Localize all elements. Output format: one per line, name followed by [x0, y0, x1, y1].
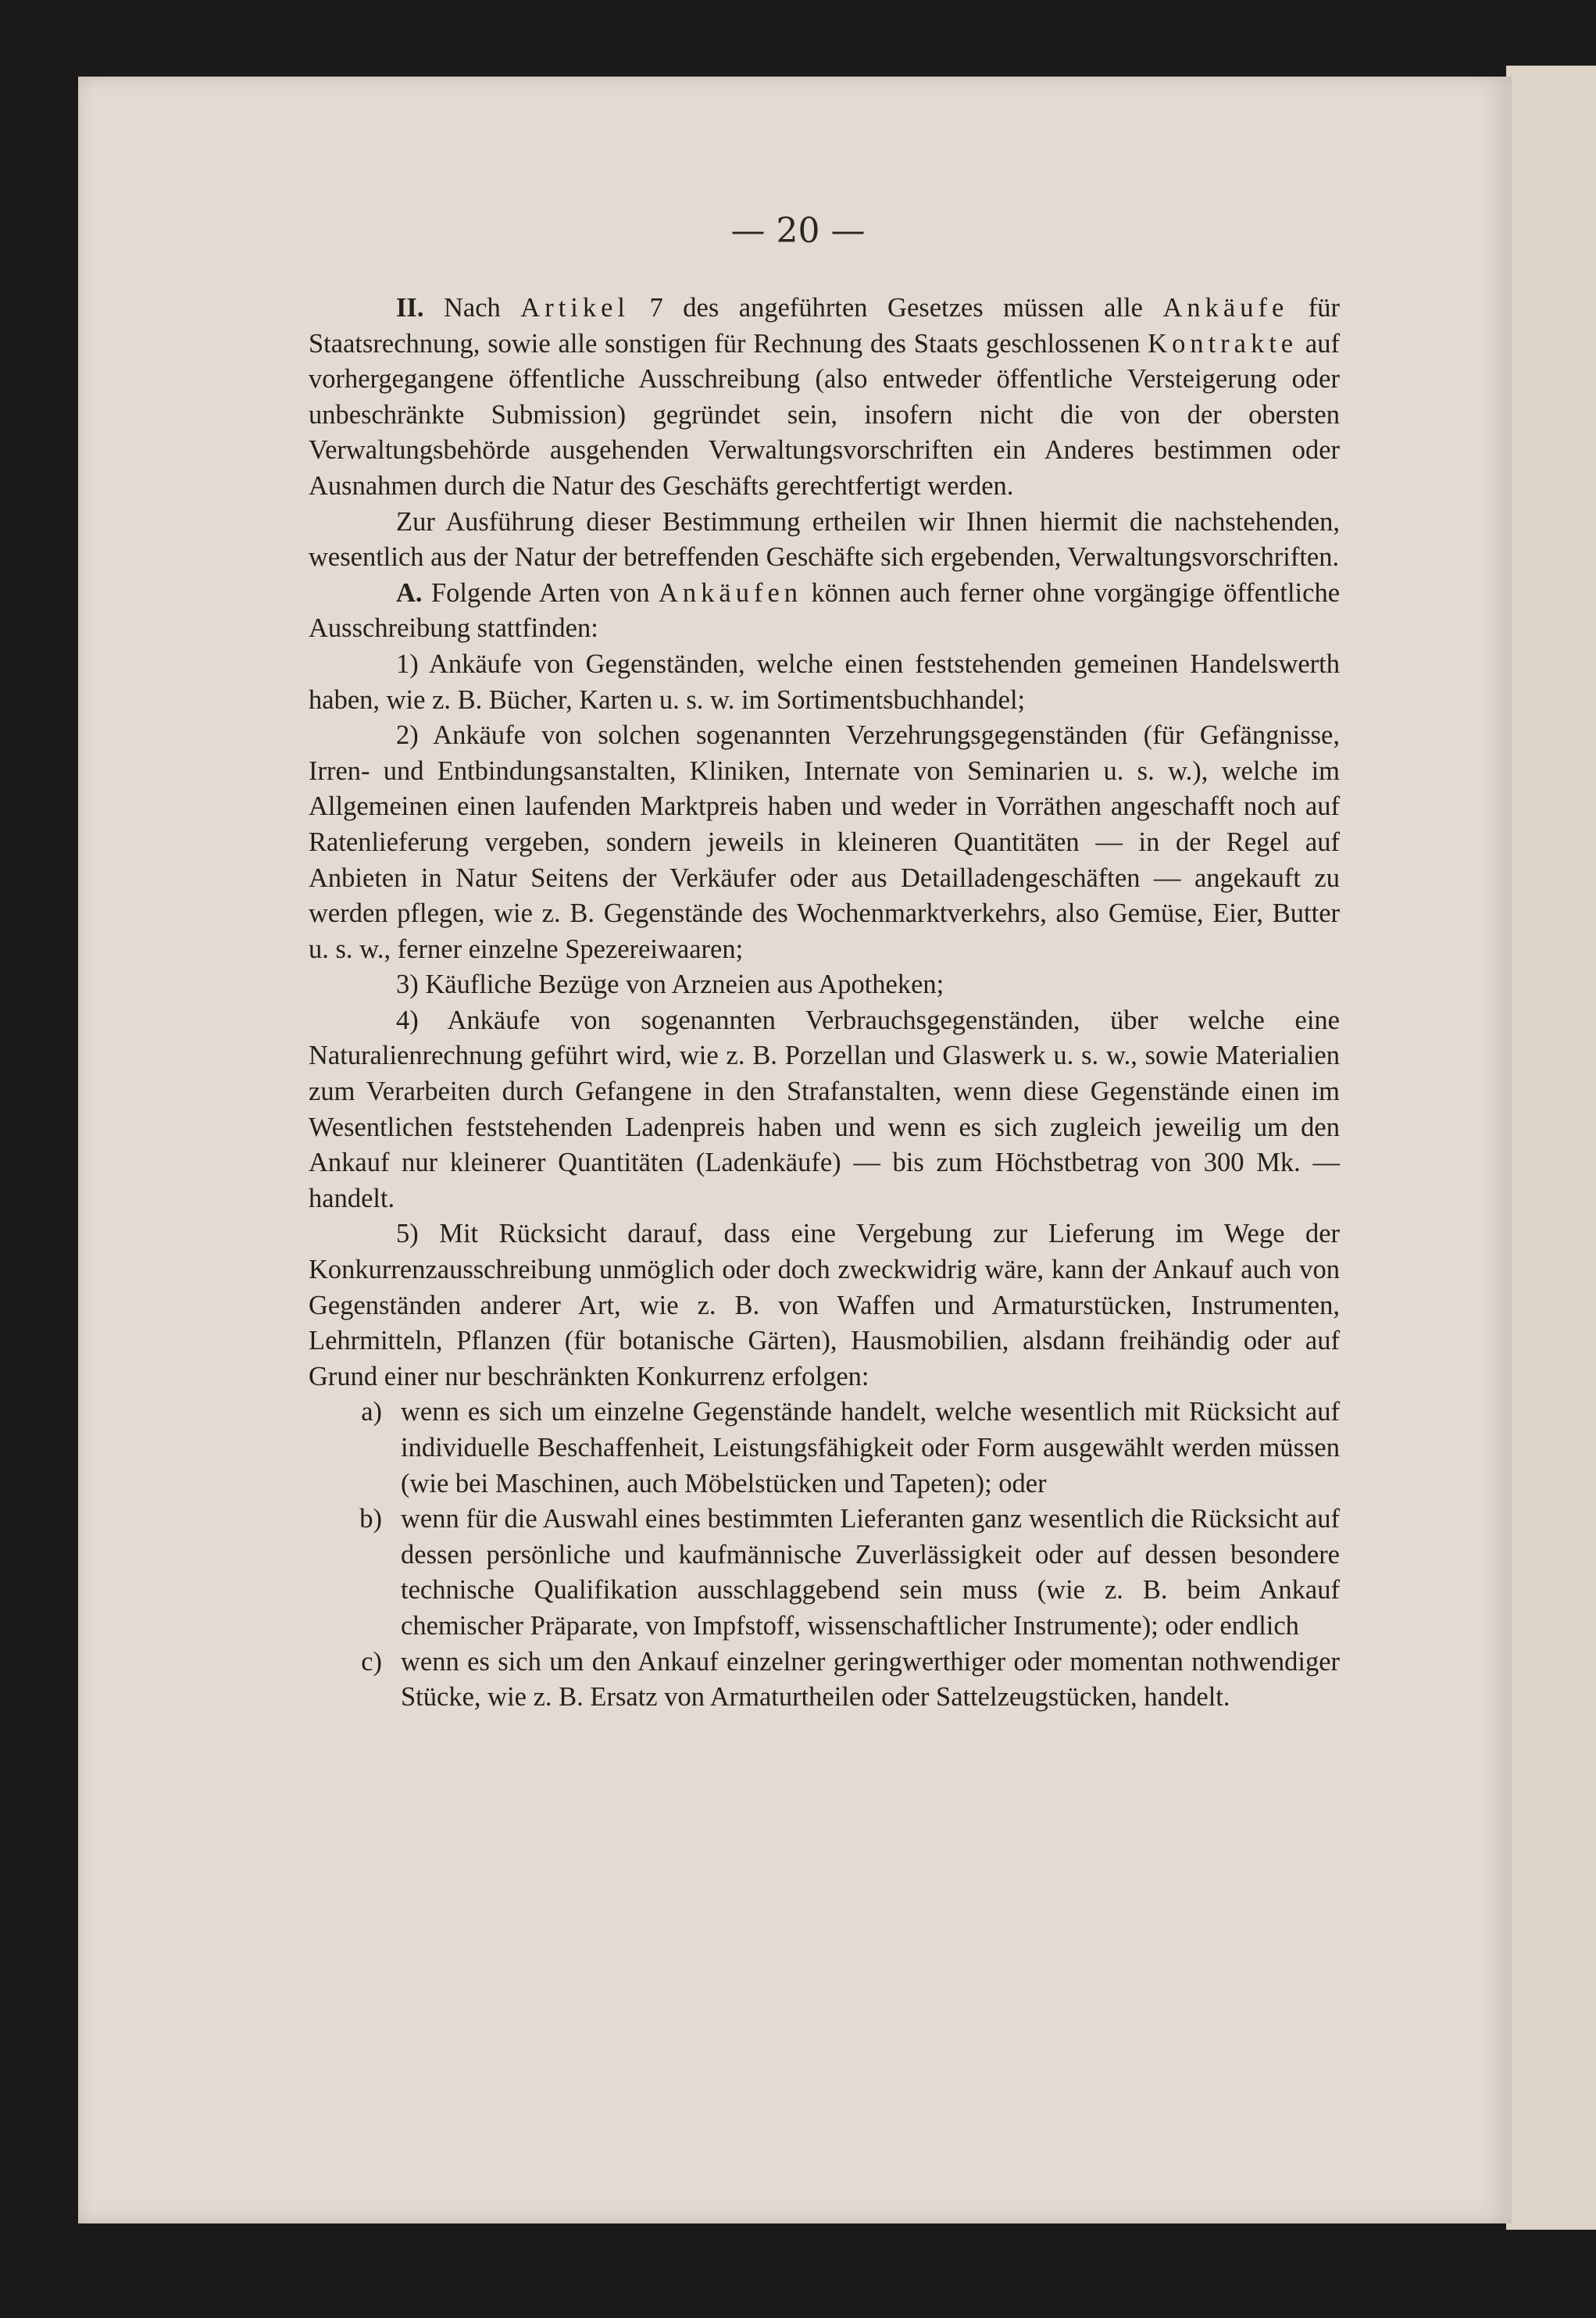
section-ii-paragraph — [309, 291, 1340, 505]
subitem-b-label: b) — [359, 1504, 382, 1534]
section-ii-text-4: auf vorhergegangene öffentliche Ausschreibung (also entweder öffentliche Versteigerung oder unbeschränkte Submission) gegründet sein, insofern nicht die von der obersten Verwaltungsbehörde ausgehenden Verwaltungsvorschriften ein Anderes bestimmen oder Ausnahmen durch die Natur des Geschäfts gerechtfertigt werden. — [309, 328, 1340, 501]
subitem-a-label: a) — [361, 1397, 382, 1427]
list-item-5: 5) Mit Rücksicht darauf, dass eine Vergebung zur Lieferung im Wege der Konkurrenzausschreibung unmöglich oder doch zweckwidrig wäre, kann der Ankauf auch von Gegenständen anderer Art, wie z. B. von Waffen und Armaturstücken, Instrumenten, Lehrmitteln, Pflanzen (für botanische Gärten), Hausmobilien, alsdann freihändig oder auf Grund einer nur beschränkten Konkurrenz erfolgen: — [309, 1219, 1340, 1391]
section-a-number: A. — [396, 577, 423, 608]
list-item-4: 4) Ankäufe von sogenannten Verbrauchsgegenständen, über welche eine Naturalienrechnung geführt wird, wie z. B. Porzellan und Glaswerk u. s. w., sowie Materialien zum Verarbeiten durch Gefangene in den Strafanstalten, wenn diese Gegenstände einen im Wesentlichen feststehenden Ladenpreis haben und wenn es sich zugleich jeweilig um den Ankauf nur kleinerer Quantitäten (Ladenkäufe) — bis zum Höchstbetrag von 300 Mk. — handelt. — [309, 1005, 1340, 1213]
section-ii-number: II. — [396, 293, 424, 323]
subitem-a-text: wenn es sich um einzelne Gegenstände handelt, welche wesentlich mit Rücksicht auf individuelle Beschaffenheit, Leistungsfähigkeit oder Form ausgewählt werden müssen (wie bei Maschinen, auch Möbelstücken und Tapeten); oder — [401, 1397, 1340, 1498]
facing-page-edge — [1506, 66, 1596, 2230]
list-item-1: 1) Ankäufe von Gegenständen, welche einen feststehenden gemeinen Handelswerth haben, wie z. B. Bücher, Karten u. s. w. im Sortimentsbuchhandel; — [309, 648, 1340, 715]
section-ii-text-2: 7 des angeführten Gesetzes müssen alle — [630, 293, 1163, 323]
section-ii-spaced-artikel: Artikel — [520, 293, 630, 323]
section-ii-spaced-kontrakte: Kontrakte — [1148, 328, 1298, 359]
subitem-b — [309, 1502, 1340, 1644]
list-item-2: 2) Ankäufe von solchen sogenannten Verzehrungsgegenständen (für Gefängnisse, Irren- und Entbindungsanstalten, Kliniken, Internate von Seminarien u. s. w.), welche im Allgemeinen einen laufenden Marktpreis haben und weder in Vorräthen angeschafft noch auf Ratenlieferung vergeben, sondern jeweils in kleineren Quantitäten — in der Regel auf Anbieten in Natur Seitens der Verkäufer oder aus Detailladengeschäften — angekauft zu werden pflegen, wie z. B. Gegenstände des Wochenmarktverkehrs, also Gemüse, Eier, Butter u. s. w., ferner einzelne Spezereiwaaren; — [309, 720, 1340, 964]
section-a-spaced-ankaeufen: Ankäufen — [659, 577, 803, 608]
subitem-c-text: wenn es sich um den Ankauf einzelner geringwerthiger oder momentan nothwendiger Stücke, wie z. B. Ersatz von Armaturtheilen oder Sattelzeugstücken, handelt. — [401, 1646, 1340, 1713]
section-a-text-1: Folgende Arten von — [422, 577, 659, 608]
subitem-c-label: c) — [361, 1646, 382, 1677]
paragraph-zur-ausfuehrung: Zur Ausführung dieser Bestimmung ertheilen wir Ihnen hiermit die nachstehenden, wesentlich aus der Natur der betreffenden Geschäfte sich ergebenden, Verwaltungsvorschriften. — [309, 506, 1340, 573]
section-ii-text-1: Nach — [423, 293, 521, 323]
subitem-a — [309, 1395, 1340, 1502]
subitem-b-text: wenn für die Auswahl eines bestimmten Lieferanten ganz wesentlich die Rücksicht auf dessen persönliche und kaufmännische Zuverlässigkeit oder auf dessen besondere technische Qualifikation ausschlaggebend sein muss (wie z. B. beim Ankauf chemischer Präparate, von Impfstoff, wissenschaftlicher Instrumente); oder endlich — [401, 1504, 1340, 1641]
section-a-paragraph — [309, 576, 1340, 647]
subitem-c — [309, 1645, 1340, 1716]
section-a-text-2: können auch ferner ohne vorgängige öffentliche Ausschreibung stattfinden: — [309, 577, 1341, 644]
list-item-3: 3) Käufliche Bezüge von Arzneien aus Apotheken; — [396, 970, 944, 1000]
section-ii-spaced-ankaeufe: Ankäufe — [1162, 293, 1289, 323]
section-ii-text-3: für Staatsrechnung, sowie alle sonstigen für Rechnung des Staats geschlossenen — [309, 293, 1341, 359]
page-body — [309, 291, 1340, 1716]
page-number: — 20 — — [730, 211, 866, 251]
